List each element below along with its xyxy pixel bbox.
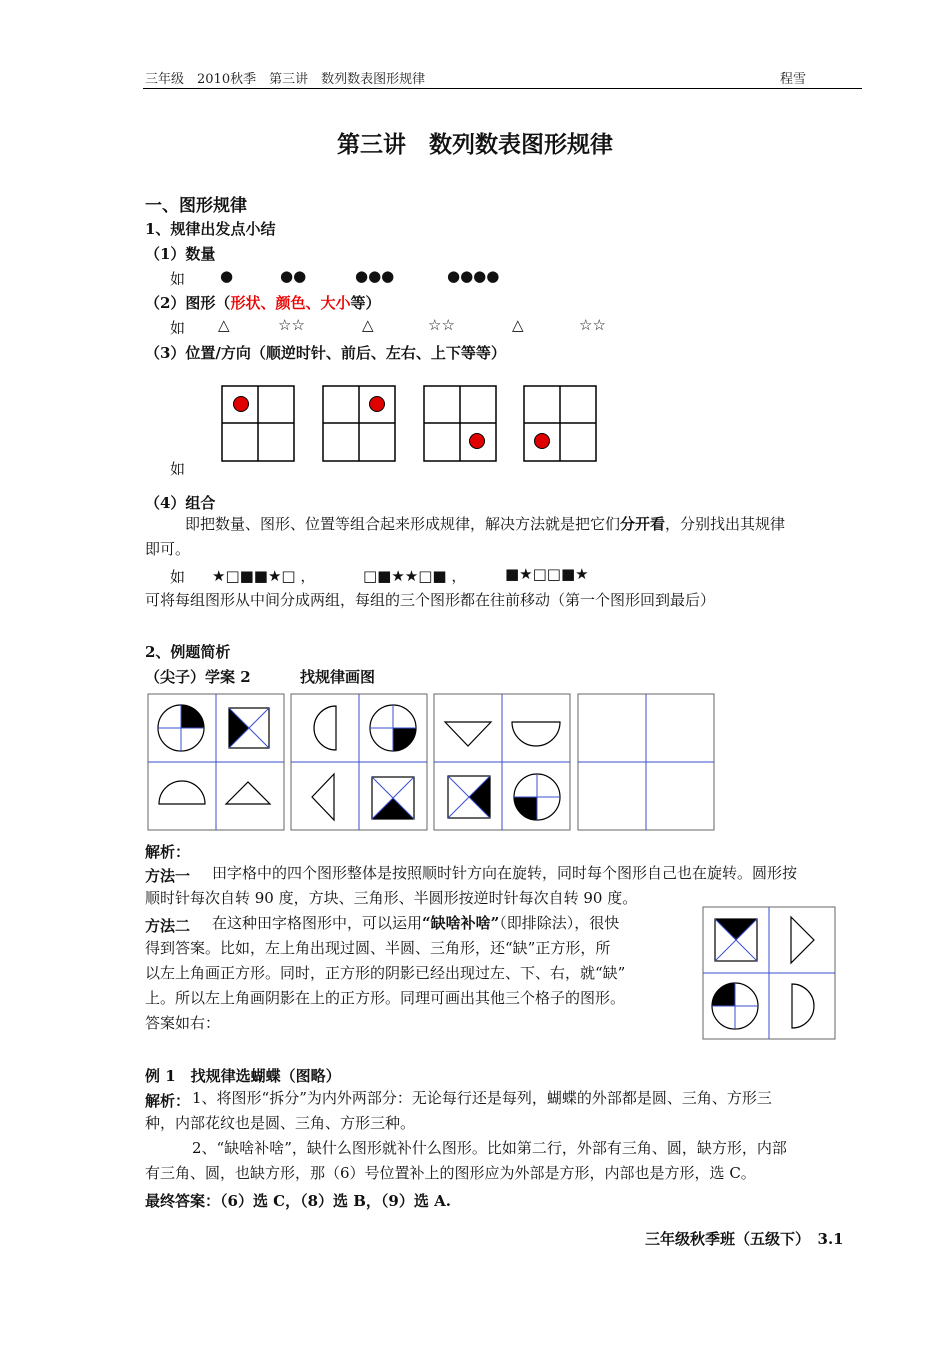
shape-3: △ xyxy=(362,316,374,334)
method2-text1b: （即排除法），很快 xyxy=(499,914,620,932)
combo-group-3: ■★□□■★ xyxy=(505,565,589,583)
item2-ru: 如 xyxy=(170,319,186,337)
combo-group-1: ★□■■★□ ， xyxy=(212,567,316,585)
item2-color: 颜色 xyxy=(275,294,306,312)
item2-shape: 形状 xyxy=(230,294,261,312)
header-right: 程雪 xyxy=(780,72,807,87)
section2-task: 找规律画图 xyxy=(300,668,376,686)
final-answer: 最终答案：（6）选 C，（8）选 B，（9）选 A. xyxy=(145,1192,451,1210)
item4-text-b: ，分别找出其规律 xyxy=(665,515,786,533)
item3-ru: 如 xyxy=(170,460,186,478)
item4-note: 可将每组图形从中间分成两组，每组的三个图形都在往前移动（第一个图形回到最后） xyxy=(145,591,716,609)
item1-ru: 如 xyxy=(170,270,186,288)
method1-text2: 顺时针每次自转 90 度，方块、三角形、半圆形按逆时针每次自转 90 度。 xyxy=(145,889,638,907)
combo-group-2: □■★★□■ ， xyxy=(363,567,467,585)
item2-size: 大小 xyxy=(320,294,351,312)
method2-text1a: 在这种田字格图形中，可以运用 xyxy=(212,914,423,932)
section2-source: （尖子）学案 2 xyxy=(145,668,251,686)
method2-line2: 得到答案。比如，左上角出现过圆、半圆、三角形，还“缺”正方形，所 xyxy=(145,939,611,957)
item2-sep1: 、 xyxy=(260,294,276,312)
dots-2: ●● xyxy=(280,267,307,285)
section1-heading: 一、图形规律 xyxy=(145,196,247,216)
dots-3: ●●● xyxy=(355,267,395,285)
item4-ru: 如 xyxy=(170,568,186,586)
method2-line3: 以左上角画正方形。同时，正方形的阴影已经出现过左、下、右，就“缺” xyxy=(145,964,626,982)
item1-label: （1）数量 xyxy=(145,245,216,263)
method1-text1: 田字格中的四个图形整体是按照顺时针方向在旋转，同时每个图形自己也在旋转。圆形按 xyxy=(212,864,798,882)
method2-bold: “缺啥补啥” xyxy=(422,914,500,932)
item2-sep2: 、 xyxy=(305,294,321,312)
analysis-label: 解析： xyxy=(145,843,191,861)
method2-line4: 上。所以左上角画阴影在上的正方形。同理可画出其他三个格子的图形。 xyxy=(145,989,626,1007)
example1-text3: 2、“缺啥补啥”，缺什么图形就补什么图形。比如第二行，外部有三角、圆，缺方形，内部 xyxy=(192,1139,787,1157)
shape-1: △ xyxy=(218,316,230,334)
page-title: 第三讲 数列数表图形规律 xyxy=(337,131,613,158)
header-left: 三年级 2010秋季 第三讲 数列数表图形规律 xyxy=(145,72,426,87)
section1-sub1: 1、规律出发点小结 xyxy=(145,220,276,238)
method2-line5: 答案如右： xyxy=(145,1014,221,1032)
item4-text-bold: 分开看 xyxy=(620,515,666,533)
item4-text-a: 即把数量、图形、位置等组合起来形成规律，解决方法就是把它们 xyxy=(185,515,621,533)
item4-label: （4）组合 xyxy=(145,494,216,512)
shape-5: △ xyxy=(512,316,524,334)
example1-text1: 1、将图形“拆分”为内外两部分：无论每行还是每列，蝴蝶的外部都是圆、三角、方形三 xyxy=(192,1089,772,1107)
dots-1: ● xyxy=(220,267,234,285)
dots-4: ●●●● xyxy=(447,267,500,285)
method2-label: 方法二 xyxy=(145,917,191,935)
example1-title: 例 1 找规律选蝴蝶（图略） xyxy=(145,1067,341,1085)
example1-analysis-label: 解析： xyxy=(145,1092,191,1110)
shape-2: ☆☆ xyxy=(278,316,305,334)
shape-4: ☆☆ xyxy=(428,316,455,334)
page-footer: 三年级秋季班（五级下） 3.1 xyxy=(645,1230,844,1248)
item3-label: （3）位置/方向（顺逆时针、前后、左右、上下等等） xyxy=(145,344,506,362)
example1-text2: 种，内部花纹也是圆、三角、方形三种。 xyxy=(145,1114,416,1132)
shape-6: ☆☆ xyxy=(579,316,606,334)
item4-text-c: 即可。 xyxy=(145,540,191,558)
method1-label: 方法一 xyxy=(145,867,191,885)
example1-text4: 有三角、圆，也缺方形，那（6）号位置补上的图形应为外部是方形，内部也是方形，选 C。 xyxy=(145,1164,756,1182)
section2-heading: 2、例题简析 xyxy=(145,643,231,661)
item2-prefix: （2）图形（ xyxy=(145,294,231,312)
item2-suffix: 等） xyxy=(350,294,381,312)
